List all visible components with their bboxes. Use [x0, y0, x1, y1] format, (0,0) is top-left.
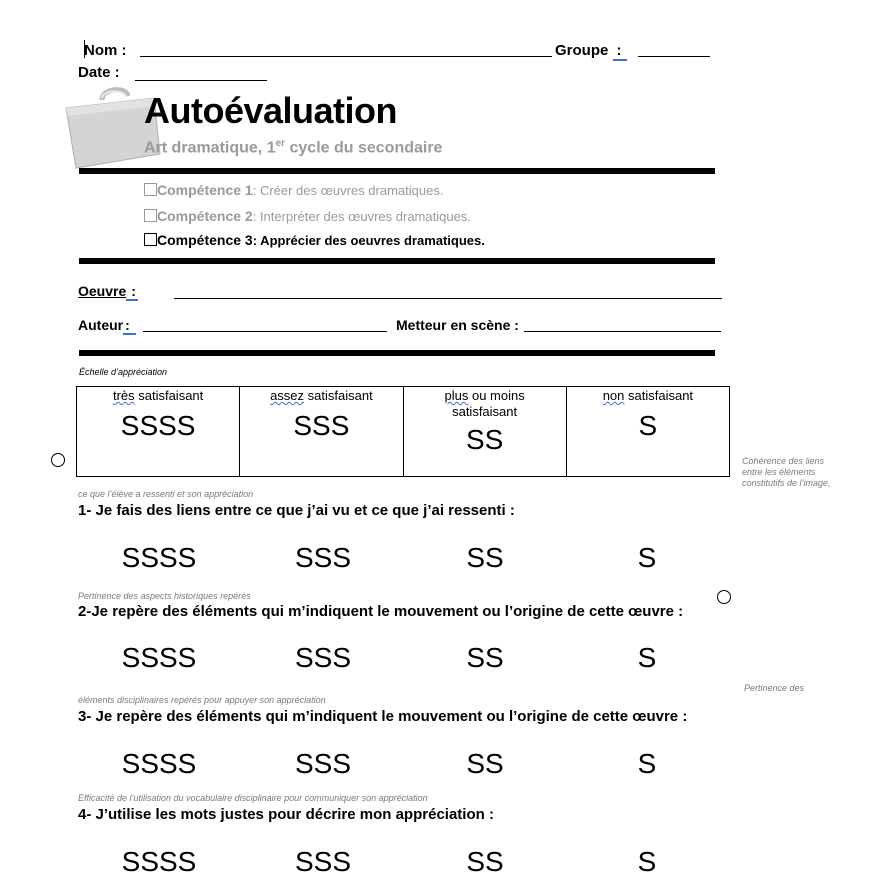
question-title: 2-Je repère des éléments qui m’indiquent le mouvement ou l’origine de cette œuvre :	[78, 603, 684, 620]
question-title: 1- Je fais des liens entre ce que j’ai vu et ce que j’ai ressenti :	[78, 502, 515, 519]
date-label: Date :	[78, 64, 120, 81]
side-note-line: constitutifs de l’image,	[742, 478, 831, 488]
scale-cell-non-satisfaisant	[566, 387, 729, 477]
oeuvre-field[interactable]	[174, 298, 722, 299]
checkbox[interactable]	[144, 209, 157, 222]
question-caption: éléments disciplinaires repérés pour appuyer son appréciation	[78, 695, 326, 705]
scale-header	[240, 388, 402, 404]
score-option[interactable]: SSSS	[121, 542, 197, 573]
question-caption: ce que l’élève a ressenti et son appréciation	[78, 489, 254, 499]
score-option[interactable]: SS	[466, 642, 504, 673]
side-note-line: entre les éléments	[742, 467, 816, 477]
subtitle-text-end: cycle du secondaire	[285, 139, 443, 157]
question-title: 3- Je repère des éléments qui m’indiquent le mouvement ou l’origine de cette œuvre :	[78, 708, 688, 725]
score-option[interactable]: S	[637, 642, 657, 673]
subtitle-sup: er	[275, 138, 286, 149]
question-caption: Pertinence des aspects historiques repérés	[78, 591, 251, 601]
score-option[interactable]: SS	[466, 846, 504, 877]
radio-circle-icon[interactable]	[717, 590, 731, 604]
side-note-2: Pertinence des	[744, 683, 805, 693]
date-field[interactable]	[135, 80, 267, 81]
question-caption: Efficacité de l’utilisation du vocabulaire disciplinaire pour communiquer son appréciation	[78, 793, 428, 803]
checkbox[interactable]	[144, 183, 157, 196]
scale-cell-plus-ou-moins	[403, 387, 566, 477]
scale-cell-tres-satisfaisant	[77, 387, 240, 477]
competence-3[interactable]	[144, 232, 485, 248]
scale-header-rest: satisfaisant	[624, 388, 694, 403]
score-option[interactable]: SSSS	[121, 642, 197, 673]
score-option[interactable]: SSSS	[121, 748, 197, 779]
groupe-label-text: Groupe	[555, 42, 609, 59]
divider-1	[79, 168, 715, 174]
scale-cell-assez-satisfaisant	[240, 387, 403, 477]
question-title: 4- J’utilise les mots justes pour décrire mon appréciation :	[78, 806, 494, 823]
groupe-colon: :	[613, 42, 627, 61]
scale-header-rest: satisfaisant	[134, 388, 204, 403]
radio-circle-icon[interactable]	[51, 453, 65, 467]
competence-sep: :	[252, 183, 257, 198]
score-option[interactable]: S	[637, 748, 657, 779]
groupe-field[interactable]	[638, 56, 710, 57]
auteur-colon: :	[123, 317, 136, 335]
score-option[interactable]: SSS	[294, 542, 352, 573]
score-option[interactable]: S	[637, 846, 657, 877]
score-option[interactable]: SSS	[294, 846, 352, 877]
competence-sep: :	[252, 233, 258, 248]
appreciation-scale-table	[76, 386, 730, 477]
competence-desc: Interpréter des œuvres dramatiques.	[256, 209, 471, 224]
competence-desc: Apprécier des oeuvres dramatiques.	[257, 233, 485, 248]
side-note-1	[742, 456, 831, 489]
nom-label: Nom :	[84, 42, 127, 59]
score-option[interactable]: SS	[466, 748, 504, 779]
scale-score: SSSS	[120, 410, 196, 441]
competence-1[interactable]	[144, 182, 443, 198]
scale-header-word: plus	[444, 388, 469, 403]
oeuvre-label	[78, 283, 138, 299]
scale-score: SS	[465, 424, 504, 455]
scale-header-word: assez	[270, 388, 305, 403]
competence-2[interactable]	[144, 208, 471, 224]
groupe-label	[555, 42, 627, 59]
score-option[interactable]: S	[637, 542, 657, 573]
competence-label: Compétence 1	[157, 182, 253, 198]
competence-sep: :	[252, 209, 257, 224]
auteur-label	[78, 317, 136, 333]
competence-desc: Créer des œuvres dramatiques.	[256, 183, 444, 198]
divider-3	[79, 350, 715, 356]
page-subtitle	[144, 138, 442, 157]
scale-header-rest: ou moins	[468, 388, 525, 403]
scale-header	[77, 388, 239, 404]
score-option[interactable]: SSS	[294, 748, 352, 779]
side-note-line: Cohérence des liens	[742, 456, 825, 466]
divider-2	[79, 258, 715, 264]
scale-score: SSS	[293, 410, 350, 441]
scale-header-line2: satisfaisant	[452, 404, 518, 419]
checkbox[interactable]	[144, 233, 157, 246]
auteur-field[interactable]	[143, 331, 387, 332]
scale-header	[404, 388, 566, 420]
oeuvre-colon: :	[126, 283, 138, 301]
auteur-label-text: Auteur	[78, 317, 124, 333]
competence-label: Compétence 3	[157, 232, 253, 248]
competence-label: Compétence 2	[157, 208, 253, 224]
oeuvre-label-text: Oeuvre	[78, 283, 127, 299]
scale-header	[567, 388, 729, 404]
page-title: Autoévaluation	[144, 90, 398, 131]
metteur-field[interactable]	[524, 331, 721, 332]
scale-header-rest: satisfaisant	[304, 388, 373, 403]
score-option[interactable]: SSSS	[121, 846, 197, 877]
scale-caption: Échelle d’appréciation	[79, 367, 168, 377]
scale-header-word: très	[112, 388, 135, 403]
nom-field[interactable]	[140, 56, 552, 57]
metteur-label: Metteur en scène :	[396, 317, 519, 333]
score-option[interactable]: SSS	[294, 642, 352, 673]
scale-header-word: non	[602, 388, 625, 403]
subtitle-text: Art dramatique, 1	[144, 139, 276, 157]
score-option[interactable]: SS	[466, 542, 504, 573]
scale-score: S	[638, 410, 658, 441]
